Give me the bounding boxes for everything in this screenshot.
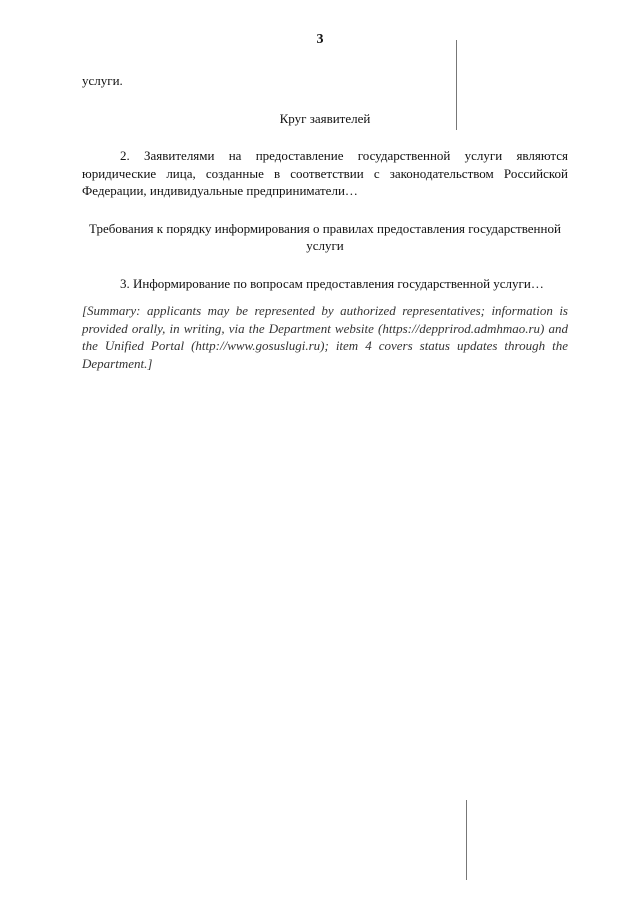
excerpt-applicants: 2. Заявителями на предоставление государственной услуги являются юридические лица, созданные в соответствии с законодательством Российской Федерации, индивидуальные предприниматели… [82, 148, 568, 198]
opening-text: услуги. [82, 73, 123, 88]
page-number: 3 [316, 32, 324, 47]
heading-applicants: Круг заявителей [279, 110, 371, 126]
content-summary: [Summary: applicants may be represented by authorized representatives; information is provided orally, in writing, via the Department website (https://depprirod.admhmao.ru) and the Unified Portal (http://www.gosuslugi.ru); item 4 covers status updates through the Department.] [82, 303, 568, 371]
excerpt-informing: 3. Информирование по вопросам предоставления государственной услуги… [120, 275, 544, 291]
scan-artifact-line [466, 800, 467, 880]
heading-informing: Требования к порядку информирования о правилах предоставления государственной услуги [89, 220, 561, 253]
scan-artifact-line [456, 40, 457, 130]
document-body [82, 72, 568, 382]
